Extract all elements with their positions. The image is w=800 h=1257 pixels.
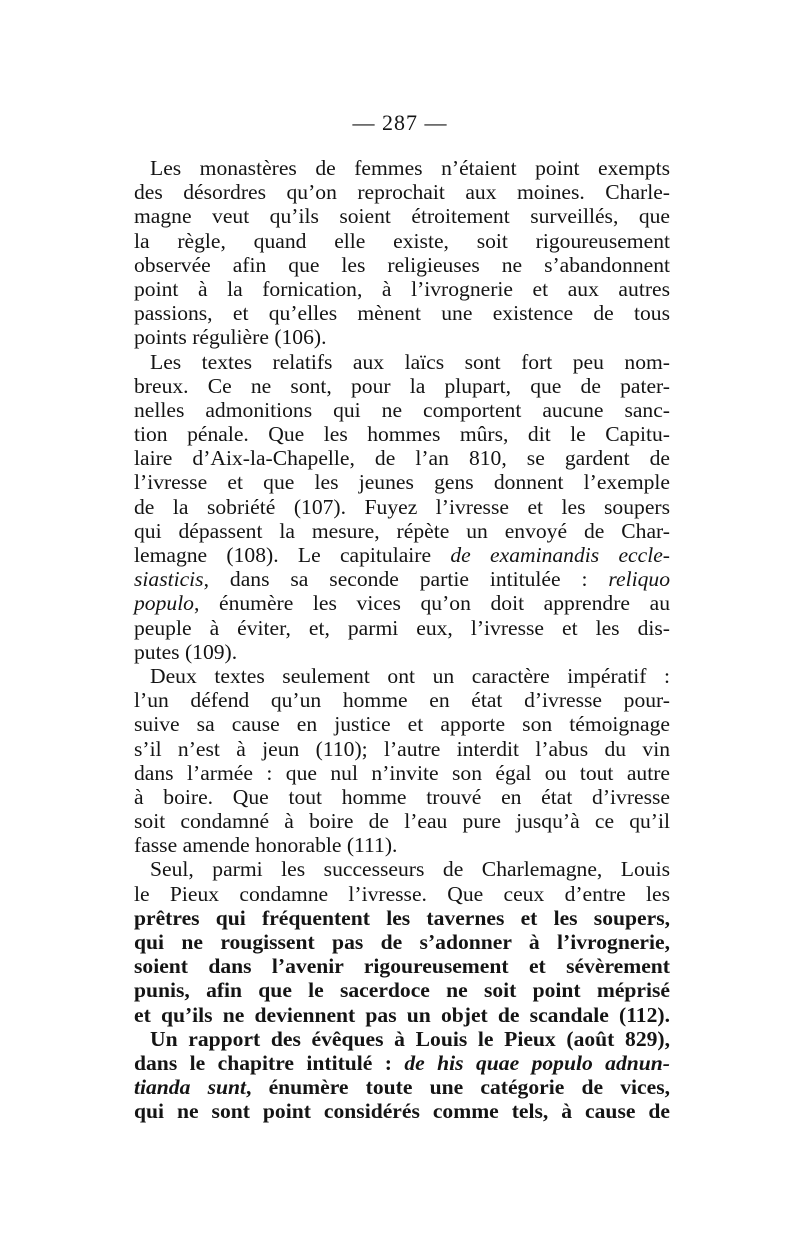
line-text: Deux textes seulement ont un caractère impératif : <box>150 663 670 688</box>
page-number: — 287 — <box>352 110 448 135</box>
line-text: Les textes relatifs aux laïcs sont fort peu nom- <box>150 349 670 374</box>
text-line <box>134 567 670 591</box>
text-line <box>134 229 670 253</box>
text-line <box>134 1099 670 1123</box>
line-text: Un rapport des évêques à Louis le Pieux (août 829), <box>150 1026 670 1051</box>
line-text: des désordres qu’on reprochait aux moines. Charle- <box>134 180 670 205</box>
italic-text: de his quae populo adnun- <box>404 1050 670 1075</box>
text-line <box>134 1051 670 1075</box>
italic-text: populo <box>134 591 194 616</box>
line-text: dans l’armée : que nul n’invite son égal ou tout autre <box>134 760 670 785</box>
line-text: point à la fornication, à l’ivrognerie et aux autres <box>134 276 670 301</box>
text-line <box>134 253 670 277</box>
text-line <box>134 180 670 204</box>
line-text: soit condamné à boire de l’eau pure jusqu’à ce qu’il <box>134 809 670 834</box>
line-text: le Pieux condamne l’ivresse. Que ceux d’entre les <box>134 881 670 906</box>
line-text: Les monastères de femmes n’étaient point exempts <box>150 156 670 180</box>
text-line <box>134 978 670 1002</box>
text-line <box>134 422 670 446</box>
line-text: l’un défend qu’un homme en état d’ivresse pour- <box>134 688 670 713</box>
text-line <box>134 664 670 688</box>
text-line <box>134 446 670 470</box>
line-text: qui ne rougissent pas de s’adonner à l’ivrognerie, <box>134 930 670 954</box>
line-text: breux. Ce ne sont, pour la plupart, que de pater- <box>134 373 670 398</box>
text-line <box>134 761 670 785</box>
text-line <box>134 809 670 833</box>
line-text: l’ivresse et que les jeunes gens donnent l’exemple <box>134 470 670 495</box>
text-line <box>134 930 670 954</box>
text-line <box>134 785 670 809</box>
line-text: suive sa cause en justice et apporte son témoignage <box>134 712 670 737</box>
line-text: et qu’ils ne deviennent pas un objet de scandale (112). <box>134 1002 670 1027</box>
line-text: passions, et qu’elles mènent une existence de tous <box>134 301 670 326</box>
text-line <box>134 1003 670 1027</box>
text-line <box>134 906 670 930</box>
text-line <box>134 156 670 180</box>
line-text: lemagne (108). Le capitulaire <box>134 543 451 567</box>
line-text: nelles admonitions qui ne comportent aucune sanc- <box>134 397 670 422</box>
line-text: , énumère toute une catégorie de vices, <box>246 1075 670 1100</box>
line-text: Seul, parmi les successeurs de Charlemagne, Louis <box>150 857 670 882</box>
line-text: soient dans l’avenir rigoureusement et sévèrement <box>134 954 670 979</box>
text-line <box>134 616 670 640</box>
text-line <box>134 204 670 228</box>
line-text: punis, afin que le sacerdoce ne soit point méprisé <box>134 978 670 1003</box>
text-line <box>134 857 670 881</box>
line-text: tion pénale. Que les hommes mûrs, dit le Capitu- <box>134 422 670 447</box>
text-line <box>134 1075 670 1099</box>
line-text: s’il n’est à jeun (110); l’autre interdit l’abus du vin <box>134 736 670 761</box>
line-text: putes (109). <box>134 639 238 664</box>
text-line <box>134 543 670 567</box>
text-line <box>134 495 670 519</box>
text-line <box>134 882 670 906</box>
line-text: , énumère les vices qu’on doit apprendre au <box>193 591 670 616</box>
text-line <box>134 640 670 664</box>
line-text: , dans sa seconde partie intitulée : <box>203 567 609 592</box>
text-line <box>134 591 670 615</box>
text-line <box>134 737 670 761</box>
text-line <box>134 1027 670 1051</box>
text-line <box>134 470 670 494</box>
text-line <box>134 712 670 736</box>
text-line <box>134 374 670 398</box>
line-text: magne veut qu’ils soient étroitement surveillés, que <box>134 204 670 229</box>
line-text: à boire. Que tout homme trouvé en état d’ivresse <box>134 784 670 809</box>
text-line <box>134 350 670 374</box>
line-text: laire d’Aix-la-Chapelle, de l’an 810, se gardent de <box>134 446 670 471</box>
text-line <box>134 325 670 349</box>
text-line <box>134 398 670 422</box>
line-text: de la sobriété (107). Fuyez l’ivresse et les soupers <box>134 494 670 519</box>
line-text: qui ne sont point considérés comme tels, à cause de <box>134 1099 670 1124</box>
italic-text: siasticis <box>134 567 204 592</box>
text-line <box>134 833 670 857</box>
line-text: peuple à éviter, et, parmi eux, l’ivresse et les dis- <box>134 615 670 640</box>
text-line <box>134 688 670 712</box>
italic-text: reliquo <box>608 567 670 592</box>
line-text: la règle, quand elle existe, soit rigoureusement <box>134 228 670 253</box>
line-text: prêtres qui fréquentent les tavernes et les soupers, <box>134 905 670 930</box>
line-text: observée afin que les religieuses ne s’abandonnent <box>134 252 670 277</box>
italic-text: de examinandis eccle- <box>450 543 670 567</box>
line-text: points régulière (106). <box>134 325 327 350</box>
text-line <box>134 277 670 301</box>
line-text: qui dépassent la mesure, répète un envoyé de Char- <box>134 518 670 543</box>
body-text <box>134 156 670 1124</box>
text-line <box>134 301 670 325</box>
line-text: dans le chapitre intitulé : <box>134 1050 405 1075</box>
text-line <box>134 519 670 543</box>
italic-text: tianda sunt <box>134 1075 246 1100</box>
line-text: fasse amende honorable (111). <box>134 833 398 858</box>
text-line <box>134 954 670 978</box>
